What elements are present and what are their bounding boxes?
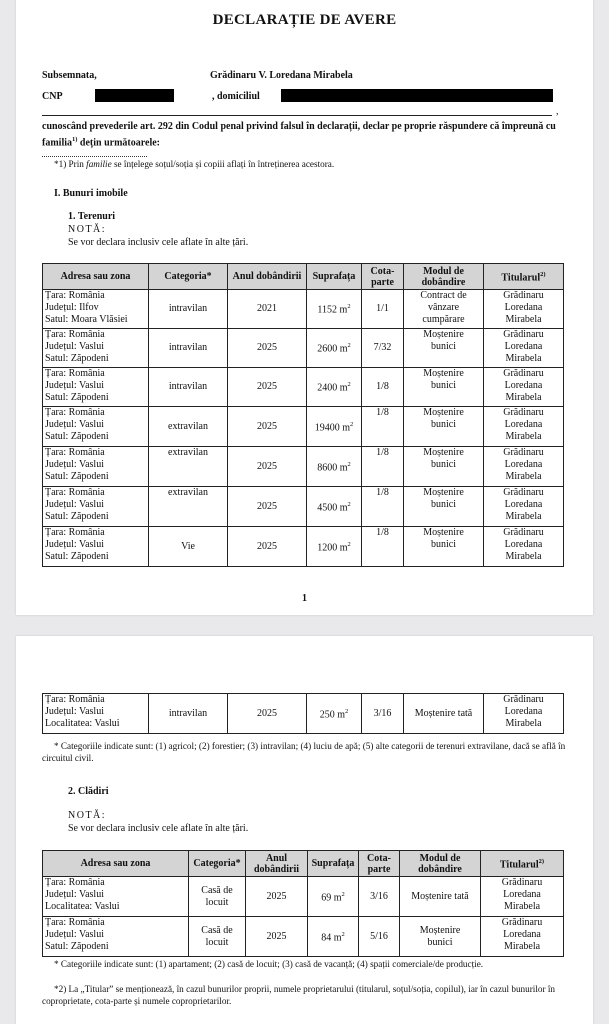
cell-share: 7/32 <box>362 329 404 368</box>
cell-line: bunici <box>431 539 456 550</box>
cell-line: Satul: Zăpodeni <box>45 511 109 522</box>
cell-line: locuit <box>205 896 229 908</box>
cell-line: Mirabela <box>505 431 542 442</box>
cell-year: 2025 <box>228 329 307 368</box>
cell-line: bunici <box>431 380 456 391</box>
subsection-heading-land: 1. Terenuri <box>68 211 116 222</box>
cell-line: bunici <box>431 459 456 470</box>
table-row <box>43 290 564 329</box>
cell-area <box>307 290 362 329</box>
area-unit-exponent: 2 <box>350 420 354 428</box>
area-value: 4500 m <box>317 502 348 514</box>
cell-line: Țara: România <box>45 290 105 301</box>
header-holder: Titularul$^{2)}$ <box>484 264 564 290</box>
cell-line: Casă de <box>201 924 233 936</box>
cell-address <box>43 368 149 407</box>
cell-year: 2025 <box>246 877 308 917</box>
header-holder: Titularul$^{2)}$ <box>481 851 564 877</box>
cell-line: Țara: România <box>45 368 105 379</box>
land-table-continued-body <box>43 694 564 734</box>
cell-line: Țara: România <box>45 917 105 928</box>
cell-share: 3/16 <box>359 877 400 917</box>
subsemnata-label: Subsemnata, <box>42 70 97 81</box>
cell-address <box>43 877 189 917</box>
cell-line: Țara: România <box>45 694 105 705</box>
cell-line: Mirabela <box>503 941 541 952</box>
document-page-2 <box>16 636 593 1024</box>
cell-holder <box>484 368 564 407</box>
cell-line: Mirabela <box>505 353 542 364</box>
area-value: 1152 m <box>317 304 348 316</box>
cell-year: 2025 <box>228 694 307 734</box>
area-value: 2600 m <box>317 343 348 355</box>
cell-line: Județul: Vaslui <box>45 459 104 470</box>
cell-line: Contract de <box>420 290 467 301</box>
cell-line: Moștenire tată <box>411 890 469 902</box>
cell-line: Județul: Vaslui <box>45 341 104 352</box>
cell-line: Țara: România <box>45 877 105 888</box>
cell-line: Loredana <box>504 380 543 391</box>
cell-address <box>43 917 189 957</box>
cell-line: Județul: Vaslui <box>45 419 104 430</box>
cell-address <box>43 527 149 567</box>
cell-line: Satul: Zăpodeni <box>45 431 109 442</box>
cell-mode <box>404 290 484 329</box>
document-title: DECLARAȚIE DE AVERE <box>212 12 397 28</box>
table-row <box>43 368 564 407</box>
cell-line: Satul: Zăpodeni <box>45 353 109 364</box>
cell-line: Loredana <box>504 499 543 510</box>
cell-area <box>307 447 362 487</box>
cell-share: 1/8 <box>362 407 404 447</box>
header-category: Categoria* <box>149 264 228 290</box>
cell-area <box>307 487 362 527</box>
cell-holder <box>484 447 564 487</box>
header-address: Adresa sau zona <box>43 264 149 290</box>
cell-address <box>43 407 149 447</box>
cell-line: Județul: Vaslui <box>45 889 104 900</box>
cell-address <box>43 329 149 368</box>
table-row <box>43 407 564 447</box>
cell-area <box>308 877 359 917</box>
cell-holder <box>481 917 564 957</box>
domiciliu-label: , domiciliul <box>212 91 260 102</box>
header-area: Suprafața <box>307 264 362 290</box>
cell-mode <box>404 407 484 447</box>
cnp-redaction <box>95 89 174 102</box>
page-number: 1 <box>302 593 307 604</box>
header-area: Suprafața <box>308 851 359 877</box>
cell-line: Grădinaru <box>503 368 544 379</box>
cell-line: Județul: Vaslui <box>45 706 104 717</box>
cell-line: cumpărare <box>422 314 465 325</box>
cell-share: 1/8 <box>362 527 404 567</box>
cell-line: Loredana <box>503 929 541 940</box>
land-table-header <box>43 264 564 290</box>
cell-area <box>307 694 362 734</box>
cell-mode <box>404 329 484 368</box>
table-row <box>43 917 564 957</box>
cell-line: Grădinaru <box>503 329 544 340</box>
cell-year: 2025 <box>246 917 308 957</box>
cell-line: Moștenire <box>423 329 464 340</box>
cell-line: Județul: Ilfov <box>45 302 99 313</box>
cell-line: Satul: Zăpodeni <box>45 551 109 562</box>
cell-category <box>189 917 246 957</box>
header-share: Cota-parte <box>359 851 400 877</box>
cell-year: 2021 <box>228 290 307 329</box>
cell-category: extravilan <box>149 407 228 447</box>
cell-line: Loredana <box>504 706 543 717</box>
cell-address <box>43 447 149 487</box>
land-table <box>42 263 564 567</box>
cell-mode <box>404 694 484 734</box>
cell-line: Grădinaru <box>501 917 543 928</box>
cell-line: Mirabela <box>503 901 541 912</box>
header-mode: Modul de dobândire <box>400 851 481 877</box>
cell-category <box>189 877 246 917</box>
header-address: Adresa sau zona <box>43 851 189 877</box>
cell-line: Satul: Zăpodeni <box>45 471 109 482</box>
area-unit-exponent: 2 <box>347 342 351 350</box>
area-unit-exponent: 2 <box>347 540 351 548</box>
cell-line: Județul: Vaslui <box>45 929 104 940</box>
area-value: 8600 m <box>317 462 348 474</box>
cnp-label: CNP <box>42 91 63 102</box>
cell-share: 1/1 <box>362 290 404 329</box>
cell-area <box>307 329 362 368</box>
buildings-table-header <box>43 851 564 877</box>
area-value: 250 m <box>319 709 346 721</box>
cell-line: Localitatea: Vaslui <box>45 718 120 729</box>
address-underline <box>42 115 552 116</box>
area-unit-exponent: 2 <box>347 381 351 389</box>
footnote-separator <box>42 156 147 157</box>
nota-label: NOTĂ: <box>68 224 107 235</box>
area-value: 19400 m <box>314 422 351 434</box>
area-unit-exponent: 2 <box>345 707 349 715</box>
cell-line: Moștenire tată <box>414 707 473 719</box>
cell-mode <box>404 368 484 407</box>
cell-line: Casă de <box>201 884 233 896</box>
cell-line: locuit <box>205 936 229 948</box>
cell-holder <box>484 487 564 527</box>
area-unit-exponent: 2 <box>341 930 345 938</box>
cell-category: intravilan <box>149 694 228 734</box>
cell-holder <box>481 877 564 917</box>
cell-mode <box>400 877 481 917</box>
cell-holder <box>484 329 564 368</box>
cell-line: Grădinaru <box>501 877 543 888</box>
cell-line: Țara: România <box>45 527 105 538</box>
table-row <box>43 487 564 527</box>
cell-line: vânzare <box>427 302 460 313</box>
table-row <box>43 877 564 917</box>
cell-mode <box>404 447 484 487</box>
area-value: 84 m <box>321 932 342 944</box>
cell-line: Satul: Zăpodeni <box>45 392 109 403</box>
header-mode: Modul de dobândire <box>404 264 484 290</box>
cell-area <box>307 527 362 567</box>
header-year: Anul dobândirii <box>246 851 308 877</box>
cell-category: extravilan <box>149 447 228 487</box>
cell-line: Localitatea: Vaslui <box>45 901 120 912</box>
cell-line: Loredana <box>504 419 543 430</box>
cell-line: Satul: Zăpodeni <box>45 941 109 952</box>
cell-year: 2025 <box>228 368 307 407</box>
area-unit-exponent: 2 <box>347 460 351 468</box>
cell-address <box>43 487 149 527</box>
table-row <box>43 447 564 487</box>
address-redaction <box>281 89 553 102</box>
declarant-name: Grădinaru V. Loredana Mirabela <box>210 70 353 81</box>
cell-area <box>307 368 362 407</box>
cell-line: Țara: România <box>45 447 105 458</box>
cell-line: Loredana <box>504 302 543 313</box>
area-unit-exponent: 2 <box>341 890 345 898</box>
family-footnote: *1) Prin familie se înțelege soțul/soția și copiii aflați în întreținerea acestora. <box>54 159 335 169</box>
cell-line: bunici <box>431 341 456 352</box>
subsection-heading-buildings: 2. Clădiri <box>68 786 109 797</box>
cell-area <box>307 407 362 447</box>
cell-mode <box>404 527 484 567</box>
cell-line: Grădinaru <box>503 407 544 418</box>
cell-line: Județul: Vaslui <box>45 499 104 510</box>
cell-line: Mirabela <box>505 551 542 562</box>
cell-year: 2025 <box>228 487 307 527</box>
cell-mode <box>400 917 481 957</box>
cell-line: Grădinaru <box>503 694 544 705</box>
cell-line: Moștenire <box>423 368 464 379</box>
cell-line: Țara: România <box>45 329 105 340</box>
land-table-body <box>43 290 564 567</box>
cell-share: 1/8 <box>362 487 404 527</box>
area-value: 1200 m <box>317 542 348 554</box>
cell-line: Loredana <box>504 341 543 352</box>
cell-holder <box>484 694 564 734</box>
cell-line: Mirabela <box>505 392 542 403</box>
cell-line: bunici <box>431 499 456 510</box>
cell-line: Mirabela <box>505 718 542 729</box>
cell-line: Țara: România <box>45 487 105 498</box>
nota-text: Se vor declara inclusiv cele aflate în alte țări. <box>68 237 249 248</box>
buildings-table <box>42 850 564 957</box>
area-unit-exponent: 2 <box>347 303 351 311</box>
cell-line: Loredana <box>504 459 543 470</box>
cell-category: intravilan <box>149 290 228 329</box>
trailing-comma: , <box>556 106 559 117</box>
cell-line: Satul: Moara Vlăsiei <box>45 314 128 325</box>
cell-share: 1/8 <box>362 447 404 487</box>
intro-statement: cunoscând prevederile art. 292 din Codul penal privind falsul în declarații, declar pe proprie răspundere că împreună cu familia$^{1)}$ dețin următoarele: <box>42 121 556 148</box>
cell-line: Mirabela <box>505 314 542 325</box>
cell-line: Moștenire <box>423 487 464 498</box>
nota-text-buildings: Se vor declara inclusiv cele aflate în alte țări. <box>68 823 249 834</box>
cell-year: 2025 <box>228 447 307 487</box>
header-category: Categoria* <box>189 851 246 877</box>
cell-holder <box>484 407 564 447</box>
building-category-footnote: * Categoriile indicate sunt: (1) apartament; (2) casă de locuit; (3) casă de vacanță; (4) spații comerciale/de producție. <box>54 959 484 969</box>
cell-line: Mirabela <box>505 471 542 482</box>
cell-category: extravilan <box>149 487 228 527</box>
cell-address <box>43 694 149 734</box>
document-page-1 <box>16 0 593 615</box>
cell-year: 2025 <box>228 527 307 567</box>
cell-line: Grădinaru <box>503 487 544 498</box>
cell-line: bunici <box>427 936 453 948</box>
cell-line: Moștenire <box>423 407 464 418</box>
cell-line: Județul: Vaslui <box>45 539 104 550</box>
cell-line: bunici <box>431 419 456 430</box>
land-table-continued <box>42 693 564 734</box>
cell-year: 2025 <box>228 407 307 447</box>
section-heading-immovable: I. Bunuri imobile <box>54 188 128 199</box>
cell-holder <box>484 290 564 329</box>
cell-line: Mirabela <box>505 511 542 522</box>
titular-footnote: *2) La „Titular” se menționează, în cazul bunurilor proprii, numele proprietarului (titularul, soțul/soția, copilul), iar în cazul bunurilor în coproprietate, cota-parte și numele coproprietarilor. <box>42 984 556 1006</box>
cell-mode <box>404 487 484 527</box>
cell-share: 1/8 <box>362 368 404 407</box>
area-value: 2400 m <box>317 382 348 394</box>
cell-line: Moștenire <box>419 924 461 936</box>
cell-share: 5/16 <box>359 917 400 957</box>
table-row <box>43 694 564 734</box>
cell-category: intravilan <box>149 329 228 368</box>
cell-line: Loredana <box>504 539 543 550</box>
cell-line: Moștenire <box>423 447 464 458</box>
land-category-footnote: * Categoriile indicate sunt: (1) agricol; (2) forestier; (3) intravilan; (4) luciu de apă; (5) alte categorii de terenuri extravilane, dacă se află în circuitul civil. <box>42 741 566 763</box>
table-row <box>43 527 564 567</box>
cell-category: Vie <box>149 527 228 567</box>
area-value: 69 m <box>321 892 342 904</box>
cell-share: 3/16 <box>362 694 404 734</box>
cell-area <box>308 917 359 957</box>
table-row <box>43 329 564 368</box>
cell-line: Țara: România <box>45 407 105 418</box>
cell-line: Loredana <box>503 889 541 900</box>
cell-line: Grădinaru <box>503 447 544 458</box>
header-year: Anul dobândirii <box>228 264 307 290</box>
nota-label-buildings: NOTĂ: <box>68 810 107 821</box>
cell-address <box>43 290 149 329</box>
cell-line: Moștenire <box>423 527 464 538</box>
cell-line: Grădinaru <box>503 290 544 301</box>
cell-holder <box>484 527 564 567</box>
buildings-table-body <box>43 877 564 957</box>
header-share: Cota-parte <box>362 264 404 290</box>
cell-line: Grădinaru <box>503 527 544 538</box>
cell-line: Județul: Vaslui <box>45 380 104 391</box>
area-unit-exponent: 2 <box>347 500 351 508</box>
cell-category: intravilan <box>149 368 228 407</box>
